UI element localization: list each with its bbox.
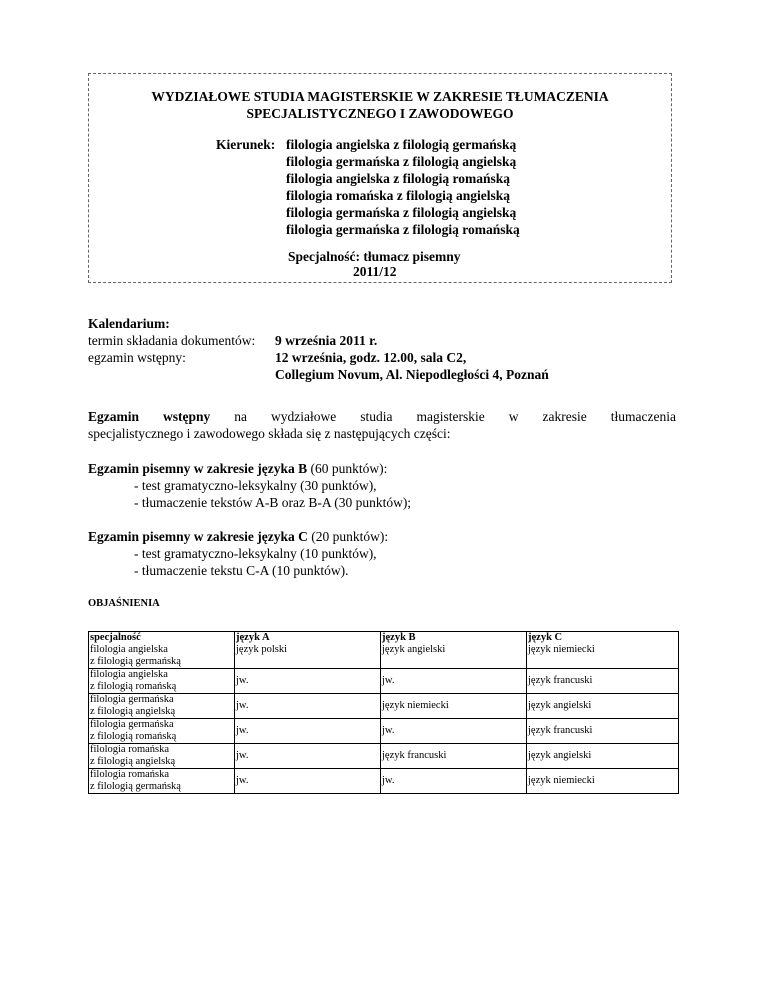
cell-c: język angielski <box>528 700 592 711</box>
cell-spec: z filologią angielską <box>90 706 176 717</box>
calendar-label: termin składania dokumentów: <box>88 333 256 348</box>
intro-line-2: specjalistycznego i zawodowego składa się z następujących części: <box>88 426 451 441</box>
explanations-table <box>88 631 679 794</box>
intro-word: wydziałowe <box>271 409 337 424</box>
direction-item: filologia romańska z filologią angielską <box>286 188 511 203</box>
intro-word: wstępny <box>163 409 211 424</box>
table-cell <box>381 769 527 794</box>
intro-word: magisterskie <box>416 409 485 424</box>
table-row <box>89 719 679 744</box>
cell-b: język niemiecki <box>382 700 449 711</box>
exam-b-item: - test gramatyczno-leksykalny (30 punktów), <box>134 478 377 493</box>
table-cell <box>89 669 235 694</box>
table-row <box>89 769 679 794</box>
title-line-1: WYDZIAŁOWE STUDIA MAGISTERSKIE W ZAKRESIE TŁUMACZENIA <box>151 89 609 104</box>
cell-spec: z filologią romańską <box>90 681 177 692</box>
table-row <box>89 669 679 694</box>
exam-c-heading <box>88 528 388 545</box>
cell-a: jw. <box>236 725 249 736</box>
exam-b-heading <box>88 460 411 477</box>
cell-spec: z filologią angielską <box>90 756 176 767</box>
academic-year: 2011/12 <box>353 264 397 279</box>
document-title <box>89 88 671 122</box>
table-cell <box>381 632 527 669</box>
table-cell <box>381 744 527 769</box>
table-row <box>89 694 679 719</box>
table-cell <box>89 744 235 769</box>
cell-spec: filologia germańska <box>90 694 174 705</box>
table-cell <box>527 744 679 769</box>
table-cell <box>527 769 679 794</box>
table-cell <box>89 694 235 719</box>
table-cell <box>527 632 679 669</box>
cell-spec: filologia angielska <box>90 644 168 655</box>
exam-b-heading-bold: Egzamin pisemny w zakresie języka B <box>88 461 308 476</box>
title-line-2: SPECJALISTYCZNEGO I ZAWODOWEGO <box>246 106 514 121</box>
intro-word: zakresie <box>542 409 587 424</box>
explanations-heading: OBJAŚNIENIA <box>88 598 160 609</box>
direction-label: Kierunek: <box>216 137 276 152</box>
direction-item: filologia germańska z filologią romańską <box>286 222 520 237</box>
cell-spec: z filologią germańską <box>90 656 181 667</box>
table-cell <box>235 694 381 719</box>
header-box <box>88 73 672 283</box>
table-cell <box>235 632 381 669</box>
calendar <box>88 315 549 383</box>
cell-spec: z filologią germańską <box>90 781 181 792</box>
intro-word: w <box>508 409 519 424</box>
cell-c: język francuski <box>528 675 593 686</box>
calendar-value: 12 września, godz. 12.00, sala C2, <box>275 350 467 365</box>
exam-c-section <box>88 528 388 579</box>
cell-b: język francuski <box>382 750 447 761</box>
intro-paragraph <box>88 408 676 442</box>
table-cell <box>527 694 679 719</box>
table-row <box>89 744 679 769</box>
direction-item: filologia germańska z filologią angielską <box>286 154 517 169</box>
cell-spec: filologia angielska <box>90 669 168 680</box>
calendar-value: Collegium Novum, Al. Niepodległości 4, Poznań <box>275 367 549 382</box>
exam-b-section <box>88 460 411 511</box>
cell-a: jw. <box>236 700 249 711</box>
calendar-row <box>88 349 467 366</box>
cell-spec: filologia romańska <box>90 769 170 780</box>
table-cell <box>89 719 235 744</box>
exam-b-heading-rest: (60 punktów): <box>307 461 388 476</box>
table-cell <box>235 719 381 744</box>
cell-b: jw. <box>382 775 395 786</box>
calendar-row <box>88 332 378 349</box>
intro-word: na <box>234 409 248 424</box>
column-header: język C <box>528 632 563 643</box>
cell-b: jw. <box>382 725 395 736</box>
cell-c: język angielski <box>528 750 592 761</box>
intro-word: tłumaczenia <box>610 409 676 424</box>
table-cell <box>527 669 679 694</box>
table-cell <box>235 669 381 694</box>
calendar-row <box>88 366 549 383</box>
table-cell <box>89 769 235 794</box>
column-header: język B <box>382 632 416 643</box>
direction-item: filologia germańska z filologią angielską <box>286 205 517 220</box>
cell-c: język niemiecki <box>528 644 595 655</box>
exam-c-heading-bold: Egzamin pisemny w zakresie języka C <box>88 529 308 544</box>
calendar-heading: Kalendarium: <box>88 316 170 331</box>
cell-a: jw. <box>236 675 249 686</box>
cell-a: jw. <box>236 775 249 786</box>
cell-b: język angielski <box>382 644 446 655</box>
table-cell <box>89 632 235 669</box>
direction-list <box>286 136 520 238</box>
specialty: Specjalność: tłumacz pisemny <box>288 249 461 264</box>
cell-c: język niemiecki <box>528 775 595 786</box>
calendar-label: egzamin wstępny: <box>88 350 186 365</box>
column-header: specjalność <box>90 632 141 643</box>
cell-spec: filologia romańska <box>90 744 170 755</box>
direction-item: filologia angielska z filologią germańską <box>286 137 517 152</box>
column-header: język A <box>236 632 270 643</box>
intro-line-1 <box>88 408 676 425</box>
table-cell <box>235 769 381 794</box>
table-cell <box>381 694 527 719</box>
cell-spec: z filologią romańską <box>90 731 177 742</box>
exam-c-item: - tłumaczenie tekstu C-A (10 punktów). <box>134 563 349 578</box>
cell-a: jw. <box>236 750 249 761</box>
cell-a: język polski <box>236 644 288 655</box>
intro-word: Egzamin <box>88 409 140 424</box>
intro-word: studia <box>360 409 393 424</box>
exam-c-heading-rest: (20 punktów): <box>307 529 389 544</box>
table-row <box>89 632 679 669</box>
direction-item: filologia angielska z filologią romańską <box>286 171 511 186</box>
cell-spec: filologia germańska <box>90 719 174 730</box>
table-cell <box>527 719 679 744</box>
cell-b: jw. <box>382 675 395 686</box>
table-cell <box>235 744 381 769</box>
exam-b-item: - tłumaczenie tekstów A-B oraz B-A (30 punktów); <box>134 495 412 510</box>
table-cell <box>381 669 527 694</box>
exam-c-item: - test gramatyczno-leksykalny (10 punktów), <box>134 546 377 561</box>
cell-c: język francuski <box>528 725 593 736</box>
table-cell <box>381 719 527 744</box>
calendar-value: 9 września 2011 r. <box>275 333 378 348</box>
